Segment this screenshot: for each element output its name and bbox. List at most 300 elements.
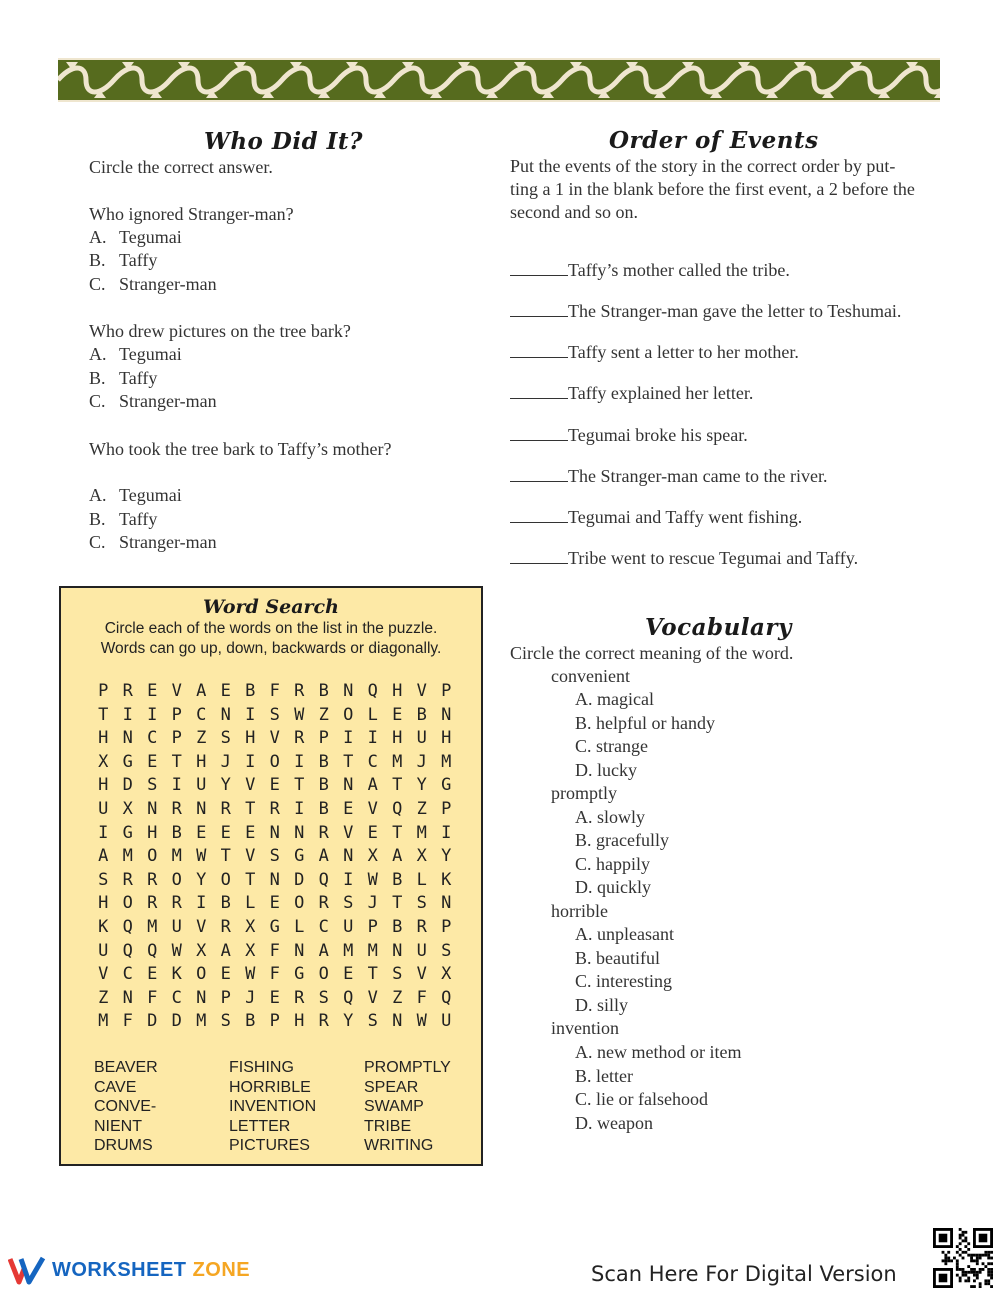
grid-letter[interactable]: I — [98, 822, 109, 843]
grid-letter[interactable]: B — [392, 869, 403, 890]
grid-letter[interactable]: M — [441, 751, 452, 772]
order-of-events-title: Order of Events — [609, 127, 819, 154]
vocab-option[interactable]: B. helpful or handy — [575, 713, 715, 733]
grid-letter[interactable]: W — [245, 964, 256, 985]
vocab-option[interactable]: A. slowly — [575, 807, 646, 827]
word-list-item: CAVE — [94, 1078, 137, 1096]
grid-letter[interactable]: V — [343, 822, 354, 843]
grid-letter[interactable]: U — [196, 775, 207, 796]
grid-letter[interactable]: X — [245, 916, 256, 937]
grid-letter[interactable]: E — [343, 964, 354, 985]
event-item: The Stranger-man came to the river. — [510, 465, 828, 487]
grid-letter[interactable]: P — [171, 728, 182, 749]
grid-letter[interactable]: R — [171, 798, 182, 819]
grid-letter[interactable]: H — [196, 751, 207, 772]
grid-letter[interactable]: P — [367, 916, 378, 937]
grid-letter[interactable]: E — [147, 681, 158, 701]
question-3: Who took the tree bark to Taffy’s mother? — [89, 439, 392, 459]
grid-letter[interactable]: E — [220, 681, 231, 701]
grid-letter[interactable]: Q — [122, 916, 133, 937]
grid-letter[interactable]: A — [367, 775, 378, 796]
grid-letter[interactable]: Y — [416, 775, 427, 796]
grid-letter[interactable]: R — [318, 822, 329, 843]
grid-letter[interactable]: S — [416, 893, 427, 914]
vocab-option[interactable]: A. new method or item — [575, 1042, 742, 1062]
grid-letter[interactable]: M — [98, 1011, 109, 1032]
grid-letter[interactable]: N — [392, 940, 403, 961]
grid-row — [91, 869, 459, 893]
word-search-instruction-1: Circle each of the words on the list in the puzzle. — [104, 620, 438, 637]
grid-letter[interactable]: B — [318, 775, 329, 796]
grid-letter[interactable]: I — [122, 704, 133, 725]
grid-letter[interactable]: D — [122, 775, 133, 796]
grid-letter[interactable]: B — [318, 681, 329, 701]
q1-option-b[interactable]: B. Taffy — [89, 250, 158, 270]
grid-letter[interactable]: Z — [98, 987, 109, 1008]
event-blank[interactable] — [510, 259, 568, 276]
worksheet-zone-logo[interactable] — [8, 1255, 250, 1285]
grid-letter[interactable]: X — [98, 751, 109, 772]
grid-letter[interactable]: I — [441, 822, 452, 843]
who-did-it-title: Who Did It? — [204, 128, 364, 155]
grid-letter[interactable]: N — [441, 704, 452, 725]
vocab-option[interactable]: C. happily — [575, 854, 650, 874]
grid-letter[interactable]: I — [245, 751, 256, 772]
grid-letter[interactable]: O — [220, 869, 231, 890]
grid-letter[interactable]: X — [416, 846, 427, 867]
grid-letter[interactable]: E — [269, 987, 280, 1008]
grid-letter[interactable]: A — [318, 940, 329, 961]
grid-letter[interactable]: U — [343, 916, 354, 937]
grid-letter[interactable]: R — [122, 681, 133, 701]
q1-option-a[interactable]: A. Tegumai — [89, 227, 182, 247]
grid-letter[interactable]: V — [416, 681, 427, 701]
vocab-option[interactable]: C. strange — [575, 736, 648, 756]
grid-letter[interactable]: T — [392, 822, 403, 843]
event-blank[interactable] — [510, 506, 568, 523]
grid-letter[interactable]: E — [269, 775, 280, 796]
grid-letter[interactable]: S — [318, 987, 329, 1008]
grid-letter[interactable]: O — [147, 846, 158, 867]
vocab-option[interactable]: D. quickly — [575, 877, 651, 897]
word-list-item: LETTER — [229, 1117, 291, 1135]
grid-letter[interactable]: R — [294, 681, 305, 701]
grid-letter[interactable]: Y — [196, 869, 207, 890]
word-list-item: BEAVER — [94, 1059, 158, 1076]
grid-letter[interactable]: C — [147, 728, 158, 749]
grid-row — [91, 704, 459, 728]
grid-letter[interactable]: E — [367, 822, 378, 843]
vocab-option[interactable]: C. interesting — [575, 971, 672, 991]
grid-letter[interactable]: N — [269, 869, 280, 890]
grid-letter[interactable]: D — [171, 1011, 182, 1032]
word-list-column-2 — [229, 1058, 316, 1156]
grid-letter[interactable]: X — [441, 964, 452, 985]
grid-letter[interactable]: Q — [343, 987, 354, 1008]
grid-letter[interactable]: F — [416, 987, 427, 1008]
grid-letter[interactable]: Q — [392, 798, 403, 819]
grid-letter[interactable]: S — [269, 846, 280, 867]
grid-letter[interactable]: I — [294, 751, 305, 772]
grid-letter[interactable]: L — [416, 869, 427, 890]
grid-letter[interactable]: N — [196, 987, 207, 1008]
grid-letter[interactable]: U — [416, 940, 427, 961]
grid-letter[interactable]: N — [269, 822, 280, 843]
scan-text: Scan Here For Digital Version — [591, 1262, 897, 1286]
grid-letter[interactable]: R — [318, 1011, 329, 1032]
grid-letter[interactable]: I — [367, 728, 378, 749]
grid-letter[interactable]: H — [392, 728, 403, 749]
grid-letter[interactable]: H — [98, 775, 109, 796]
grid-letter[interactable]: E — [245, 822, 256, 843]
grid-letter[interactable]: Q — [318, 869, 329, 890]
who-did-it-instruction: Circle the correct answer. — [89, 157, 273, 177]
grid-letter[interactable]: N — [343, 775, 354, 796]
word-list-item: CONVE- — [94, 1098, 157, 1116]
grid-letter[interactable]: W — [416, 1011, 427, 1032]
vocab-option[interactable]: D. weapon — [575, 1113, 653, 1133]
grid-letter[interactable]: J — [416, 751, 427, 772]
order-instruction-line-3: second and so on. — [510, 202, 638, 222]
grid-letter[interactable]: Z — [318, 704, 329, 725]
grid-letter[interactable]: B — [318, 751, 329, 772]
grid-letter[interactable]: S — [367, 1011, 378, 1032]
q3-option-a[interactable]: A. Tegumai — [89, 485, 182, 505]
grid-letter[interactable]: J — [245, 987, 256, 1008]
grid-letter[interactable]: U — [441, 1011, 452, 1032]
grid-letter[interactable]: O — [171, 869, 182, 890]
grid-letter[interactable]: R — [147, 869, 158, 890]
grid-letter[interactable]: M — [122, 846, 133, 867]
event-blank[interactable] — [510, 382, 568, 399]
grid-letter[interactable]: N — [294, 940, 305, 961]
grid-letter[interactable]: V — [196, 916, 207, 937]
grid-letter[interactable]: P — [441, 681, 452, 701]
grid-letter[interactable]: S — [98, 869, 109, 890]
grid-letter[interactable]: S — [147, 775, 158, 796]
grid-letter[interactable]: I — [343, 728, 354, 749]
grid-letter[interactable]: A — [318, 846, 329, 867]
grid-letter[interactable]: H — [294, 1011, 305, 1032]
grid-letter[interactable]: G — [294, 964, 305, 985]
grid-letter[interactable]: T — [367, 964, 378, 985]
grid-letter[interactable]: T — [392, 893, 403, 914]
grid-letter[interactable]: N — [147, 798, 158, 819]
grid-letter[interactable]: D — [147, 1011, 158, 1032]
grid-row — [91, 751, 459, 775]
grid-letter[interactable]: B — [416, 704, 427, 725]
grid-letter[interactable]: Y — [343, 1011, 354, 1032]
grid-letter[interactable]: I — [294, 798, 305, 819]
grid-letter[interactable]: R — [171, 893, 182, 914]
grid-letter[interactable]: X — [122, 798, 133, 819]
grid-letter[interactable]: R — [416, 916, 427, 937]
grid-letter[interactable]: T — [98, 704, 109, 725]
grid-letter[interactable]: F — [269, 940, 280, 961]
grid-letter[interactable]: A — [196, 681, 207, 701]
grid-letter[interactable]: Y — [220, 775, 231, 796]
grid-letter[interactable]: R — [318, 893, 329, 914]
grid-letter[interactable]: D — [294, 869, 305, 890]
grid-letter[interactable]: W — [367, 869, 378, 890]
event-blank[interactable] — [510, 465, 568, 482]
grid-letter[interactable]: Z — [416, 798, 427, 819]
event-blank[interactable] — [510, 547, 568, 564]
grid-letter[interactable]: I — [147, 704, 158, 725]
grid-letter[interactable]: C — [318, 916, 329, 937]
grid-letter[interactable]: E — [392, 704, 403, 725]
grid-letter[interactable]: V — [245, 846, 256, 867]
grid-letter[interactable]: Y — [441, 846, 452, 867]
grid-letter[interactable]: V — [269, 728, 280, 749]
grid-letter[interactable]: O — [269, 751, 280, 772]
grid-letter[interactable]: G — [441, 775, 452, 796]
grid-letter[interactable]: C — [171, 987, 182, 1008]
grid-letter[interactable]: S — [220, 728, 231, 749]
grid-letter[interactable]: W — [294, 704, 305, 725]
grid-letter[interactable]: N — [343, 681, 354, 701]
grid-letter[interactable]: H — [245, 728, 256, 749]
grid-letter[interactable]: N — [294, 822, 305, 843]
grid-letter[interactable]: N — [392, 1011, 403, 1032]
grid-letter[interactable]: O — [294, 893, 305, 914]
grid-letter[interactable]: L — [367, 704, 378, 725]
grid-letter[interactable]: S — [441, 940, 452, 961]
grid-letter[interactable]: V — [98, 964, 109, 985]
grid-letter[interactable]: I — [245, 704, 256, 725]
grid-letter[interactable]: R — [220, 916, 231, 937]
word-list-item: SWAMP — [364, 1098, 424, 1116]
grid-letter[interactable]: M — [343, 940, 354, 961]
word-list-item: DRUMS — [94, 1137, 153, 1155]
grid-letter[interactable]: U — [416, 728, 427, 749]
event-item: Tribe went to rescue Tegumai and Taffy. — [510, 547, 858, 569]
grid-letter[interactable]: G — [269, 916, 280, 937]
word-list-column-3 — [364, 1058, 451, 1156]
grid-letter[interactable]: I — [171, 775, 182, 796]
grid-letter[interactable]: H — [147, 822, 158, 843]
grid-letter[interactable]: J — [220, 751, 231, 772]
grid-letter[interactable]: S — [269, 704, 280, 725]
grid-row — [91, 727, 459, 751]
grid-letter[interactable]: T — [245, 798, 256, 819]
grid-letter[interactable]: M — [392, 751, 403, 772]
grid-row — [91, 822, 459, 846]
grid-letter[interactable]: F — [122, 1011, 133, 1032]
word-list-item: WRITING — [364, 1137, 434, 1155]
grid-letter[interactable]: S — [220, 1011, 231, 1032]
grid-letter[interactable]: X — [196, 940, 207, 961]
question-1: Who ignored Stranger-man? — [89, 204, 294, 224]
grid-letter[interactable]: P — [318, 728, 329, 749]
grid-letter[interactable]: B — [245, 681, 256, 701]
vocab-word: invention — [551, 1018, 619, 1038]
grid-letter[interactable]: F — [269, 964, 280, 985]
grid-letter[interactable]: S — [343, 893, 354, 914]
vocab-word: convenient — [551, 666, 630, 686]
grid-letter[interactable]: U — [98, 940, 109, 961]
grid-letter[interactable]: P — [98, 681, 109, 701]
grid-letter[interactable]: K — [441, 869, 452, 890]
grid-letter[interactable]: V — [367, 798, 378, 819]
grid-letter[interactable]: O — [122, 893, 133, 914]
vocab-option[interactable]: A. magical — [575, 689, 654, 709]
grid-letter[interactable]: C — [122, 964, 133, 985]
vocab-word: horrible — [551, 901, 608, 921]
vocab-option[interactable]: B. gracefully — [575, 830, 669, 850]
grid-letter[interactable]: N — [122, 728, 133, 749]
grid-letter[interactable]: W — [171, 940, 182, 961]
grid-letter[interactable]: R — [269, 798, 280, 819]
grid-letter[interactable]: V — [367, 987, 378, 1008]
q1-option-c[interactable]: C. Stranger-man — [89, 274, 217, 294]
grid-letter[interactable]: P — [171, 704, 182, 725]
grid-letter[interactable]: H — [98, 893, 109, 914]
grid-letter[interactable]: F — [147, 987, 158, 1008]
grid-letter[interactable]: B — [171, 822, 182, 843]
grid-letter[interactable]: B — [245, 1011, 256, 1032]
grid-letter[interactable]: O — [318, 964, 329, 985]
vocab-option[interactable]: D. silly — [575, 995, 629, 1015]
grid-letter[interactable]: A — [392, 846, 403, 867]
event-blank[interactable] — [510, 424, 568, 441]
word-list-item: PROMPTLY — [364, 1059, 451, 1076]
grid-letter[interactable]: G — [122, 751, 133, 772]
vocab-option[interactable]: C. lie or falsehood — [575, 1089, 708, 1109]
grid-letter[interactable]: S — [392, 964, 403, 985]
grid-letter[interactable]: C — [367, 751, 378, 772]
grid-letter[interactable]: M — [367, 940, 378, 961]
grid-letter[interactable]: I — [343, 869, 354, 890]
q2-option-b[interactable]: B. Taffy — [89, 368, 158, 388]
word-search-title: Word Search — [203, 596, 339, 618]
q2-option-c[interactable]: C. Stranger-man — [89, 391, 217, 411]
q2-option-a[interactable]: A. Tegumai — [89, 344, 182, 364]
grid-letter[interactable]: G — [294, 846, 305, 867]
word-list-item: HORRIBLE — [229, 1078, 311, 1096]
grid-letter[interactable]: V — [245, 775, 256, 796]
grid-letter[interactable]: N — [441, 893, 452, 914]
grid-letter[interactable]: K — [171, 964, 182, 985]
grid-letter[interactable]: E — [220, 964, 231, 985]
grid-letter[interactable]: P — [220, 987, 231, 1008]
grid-letter[interactable]: T — [294, 775, 305, 796]
grid-letter[interactable]: T — [343, 751, 354, 772]
event-blank[interactable] — [510, 341, 568, 358]
grid-letter[interactable]: P — [269, 1011, 280, 1032]
qr-code-icon[interactable] — [933, 1228, 993, 1288]
grid-letter[interactable]: E — [196, 822, 207, 843]
grid-letter[interactable]: J — [367, 893, 378, 914]
grid-letter[interactable]: A — [98, 846, 109, 867]
grid-letter[interactable]: Q — [147, 940, 158, 961]
word-search-box — [59, 586, 483, 1166]
grid-letter[interactable]: V — [171, 681, 182, 701]
grid-letter[interactable]: M — [416, 822, 427, 843]
grid-letter[interactable]: R — [220, 798, 231, 819]
grid-letter[interactable]: E — [220, 822, 231, 843]
grid-letter[interactable]: N — [343, 846, 354, 867]
grid-letter[interactable]: O — [343, 704, 354, 725]
grid-letter[interactable]: L — [294, 916, 305, 937]
grid-letter[interactable]: R — [147, 893, 158, 914]
word-list-column-1 — [94, 1058, 158, 1156]
grid-letter[interactable]: F — [269, 681, 280, 701]
grid-letter[interactable]: B — [318, 798, 329, 819]
vocab-option[interactable]: A. unpleasant — [575, 924, 674, 944]
grid-letter[interactable]: T — [245, 869, 256, 890]
grid-letter[interactable]: Q — [122, 940, 133, 961]
grid-letter[interactable]: H — [392, 681, 403, 701]
grid-letter[interactable]: X — [367, 846, 378, 867]
grid-letter[interactable]: K — [98, 916, 109, 937]
grid-letter[interactable]: U — [98, 798, 109, 819]
event-item: Tegumai and Taffy went fishing. — [510, 506, 802, 528]
grid-letter[interactable]: T — [220, 846, 231, 867]
grid-letter[interactable]: Z — [392, 987, 403, 1008]
grid-letter[interactable]: U — [171, 916, 182, 937]
grid-letter[interactable]: R — [294, 987, 305, 1008]
grid-letter[interactable]: E — [147, 964, 158, 985]
grid-letter[interactable]: H — [441, 728, 452, 749]
grid-letter[interactable]: N — [122, 987, 133, 1008]
grid-letter[interactable]: H — [98, 728, 109, 749]
grid-letter[interactable]: I — [196, 893, 207, 914]
grid-row — [91, 916, 459, 940]
vocab-option[interactable]: B. letter — [575, 1066, 633, 1086]
grid-letter[interactable]: M — [196, 1011, 207, 1032]
grid-letter[interactable]: E — [343, 798, 354, 819]
grid-letter[interactable]: O — [196, 964, 207, 985]
grid-letter[interactable]: X — [245, 940, 256, 961]
grid-letter[interactable]: R — [294, 728, 305, 749]
vocab-option[interactable]: D. lucky — [575, 760, 637, 780]
q3-option-b[interactable]: B. Taffy — [89, 509, 158, 529]
decorative-border — [58, 58, 940, 102]
grid-letter[interactable]: V — [416, 964, 427, 985]
q3-option-c[interactable]: C. Stranger-man — [89, 532, 217, 552]
grid-letter[interactable]: Q — [367, 681, 378, 701]
grid-letter[interactable]: Q — [441, 987, 452, 1008]
grid-letter[interactable]: B — [220, 893, 231, 914]
grid-letter[interactable]: T — [392, 775, 403, 796]
grid-letter[interactable]: M — [171, 846, 182, 867]
grid-letter[interactable]: P — [441, 798, 452, 819]
grid-letter[interactable]: T — [171, 751, 182, 772]
grid-letter[interactable]: E — [269, 893, 280, 914]
grid-letter[interactable]: G — [122, 822, 133, 843]
grid-letter[interactable]: L — [245, 893, 256, 914]
grid-letter[interactable]: E — [147, 751, 158, 772]
grid-letter[interactable]: C — [196, 704, 207, 725]
grid-letter[interactable]: B — [392, 916, 403, 937]
grid-letter[interactable]: M — [147, 916, 158, 937]
grid-letter[interactable]: Z — [196, 728, 207, 749]
vocab-option[interactable]: B. beautiful — [575, 948, 660, 968]
event-item: Taffy explained her letter. — [510, 382, 753, 404]
event-blank[interactable] — [510, 300, 568, 317]
event-item: The Stranger-man gave the letter to Teshumai. — [510, 300, 901, 322]
grid-letter[interactable]: W — [196, 846, 207, 867]
grid-letter[interactable]: P — [441, 916, 452, 937]
grid-letter[interactable]: A — [220, 940, 231, 961]
grid-letter[interactable]: N — [220, 704, 231, 725]
order-instruction-line-2: ting a 1 in the blank before the first event, a 2 before the — [510, 179, 915, 199]
grid-letter[interactable]: R — [122, 869, 133, 890]
grid-row — [91, 845, 459, 869]
grid-row — [91, 680, 459, 704]
grid-letter[interactable]: N — [196, 798, 207, 819]
